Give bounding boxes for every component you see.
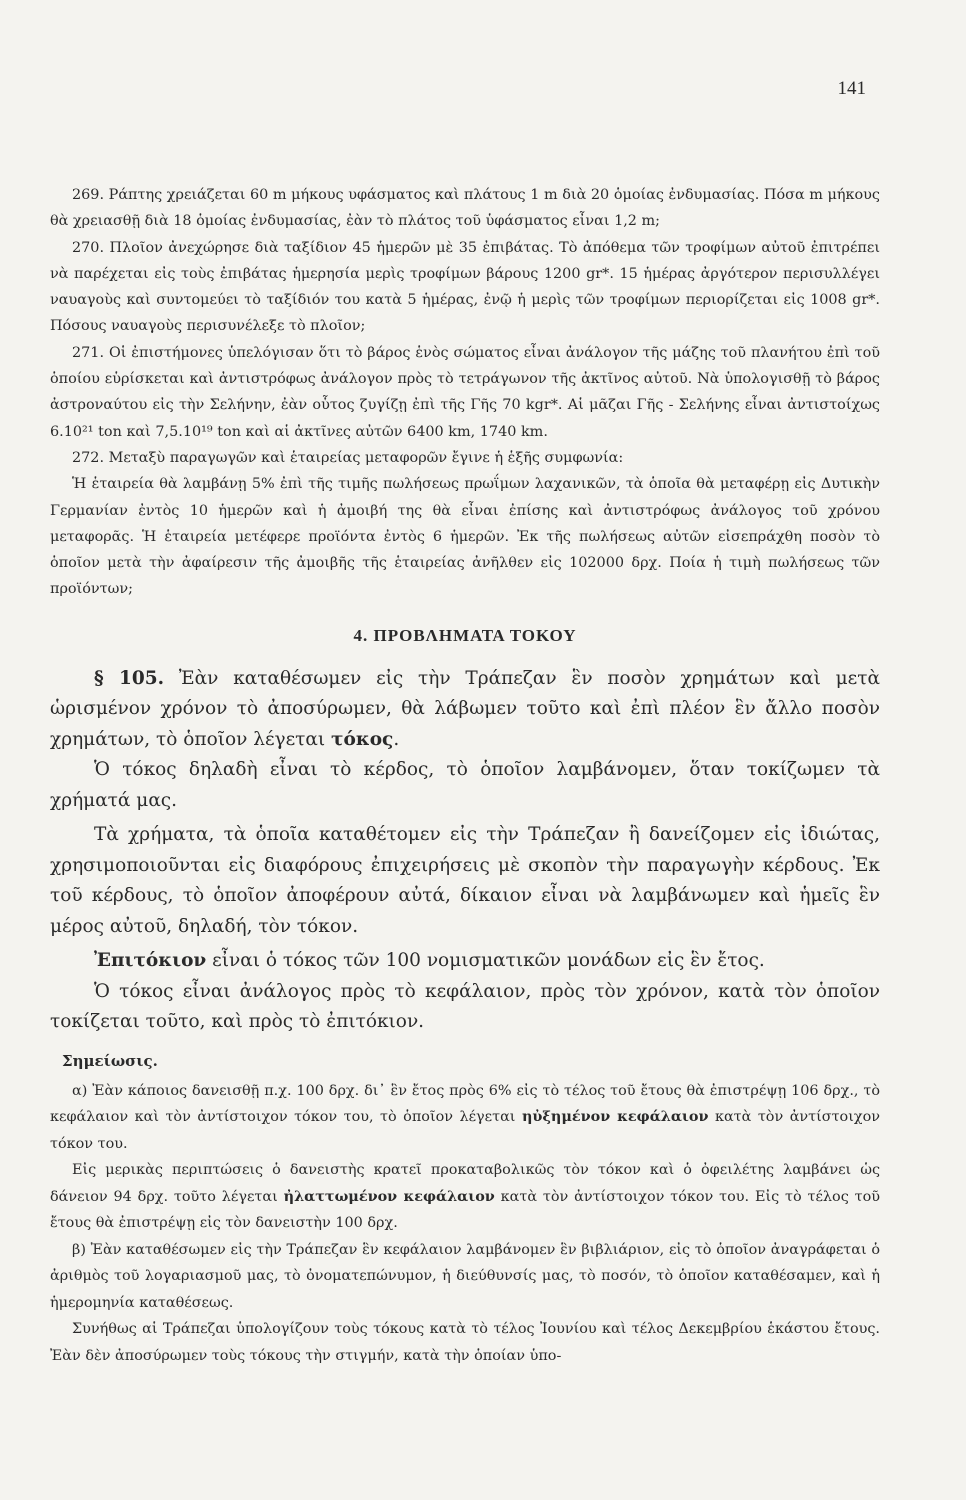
paragraph-definition: Ὁ τόκος δηλαδὴ εἶναι τὸ κέρδος, τὸ ὁποῖον λαμβάνομεν, ὅταν τοκίζωμεν τὰ χρήματά μας. — [50, 759, 880, 811]
note-b-text: Εἰς μερικὰς περιπτώσεις ὁ δανειστὴς κρατεῖ προκαταβολικῶς τὸν τόκον καὶ ὁ ὀφειλέτης λαμβάνει ὡς δάνειον 94 δρχ. τοῦτο λέγεται — [50, 1162, 880, 1205]
section-body — [50, 664, 880, 1038]
note-a — [50, 1078, 880, 1158]
term-increased-capital: ηὐξημένον κεφάλαιον — [521, 1108, 709, 1126]
problem-272-body: Ἡ ἑταιρεία θὰ λαμβάνῃ 5% ἐπὶ τῆς τιμῆς πωλήσεως πρωΐμων λαχανικῶν, τὰ ὁποῖα θὰ μεταφέρῃ εἰς Δυτικὴν Γερμανίαν ἐντὸς 10 ἡμερῶν καὶ ἡ ἀμοιβή της θὰ εἶναι ἐπίσης καὶ ἀντιστρόφως ἀνάλογος τοῦ χρόνου μεταφορᾶς. Ἡ ἑταιρεία μετέφερε προϊόντα ἐντὸς 6 ἡμερῶν. Ἐκ τῆς πωλήσεως αὐτῶν εἰσεπράχθη ποσὸν τὸ ὁποῖον μετὰ τὴν ἀφαίρεσιν τῆς ἀμοιβῆς τῆς ἑταιρείας ἀνῆλθεν εἰς 102000 δρχ. Ποία ἡ τιμὴ πωλήσεως τῶν προϊόντων; — [50, 476, 880, 598]
problem-270: 270. Πλοῖον ἀνεχώρησε διὰ ταξίδιον 45 ἡμερῶν μὲ 35 ἐπιβάτας. Τὸ ἀπόθεμα τῶν τροφίμων αὐτοῦ ἐπιτρέπει νὰ παρέχεται εἰς τοὺς ἐπιβάτας ἡμερησία μερὶς τροφίμων βάρους 1200 gr*. 15 ἡμέρας ἀργότερον περισυλλέγει ναυαγοὺς καὶ συντομεύει τὸ ταξίδιόν του κατὰ 5 ἡμέρας, ἐνῷ ἡ μερὶς τῶν τροφίμων περιορίζεται εἰς 1008 gr*. Πόσους ναυαγοὺς περισυνέλεξε τὸ πλοῖον; — [50, 239, 880, 335]
problem-272: 272. Μεταξὺ παραγωγῶν καὶ ἑταιρείας μεταφορῶν ἔγινε ἡ ἑξῆς συμφωνία: — [72, 449, 624, 466]
note-b: β) Ἐὰν καταθέσωμεν εἰς τὴν Τράπεζαν ἓν κεφάλαιον λαμβάνομεν ἓν βιβλιάριον, εἰς τὸ ὁποῖον ἀναγράφεται ὁ ἀριθμὸς τοῦ λογαριασμοῦ μας, τὸ ὀνοματεπώνυμον, ἡ διεύθυνσίς μας, τὸ ποσόν, τὸ ὁποῖον καταθέσαμεν, καὶ ἡ ἡμερομηνία καταθέσεως. — [50, 1241, 880, 1311]
note-b-continued: Συνήθως αἱ Τράπεζαι ὑπολογίζουν τοὺς τόκους κατὰ τὸ τέλος Ἰουνίου καὶ τέλος Δεκεμβρίου ἑκάστου ἔτους. Ἐὰν δὲν ἀποσύρωμεν τοὺς τόκους τὴν στιγμήν, κατὰ τὴν ὁποίαν ὑπο- — [50, 1321, 880, 1364]
term-epitokion: Ἐπιτόκιον — [94, 950, 207, 972]
problem-271: 271. Οἱ ἐπιστήμονες ὑπελόγισαν ὅτι τὸ βάρος ἑνὸς σώματος εἶναι ἀνάλογον τῆς μάζης τοῦ πλανήτου ἐπὶ τοῦ ὁποίου εὑρίσκεται καὶ ἀντιστρόφως ἀνάλογον πρὸς τὸ τετράγωνον τῆς ἀκτῖνος αὐτοῦ. Νὰ ὑπολογισθῇ τὸ βάρος ἀστροναύτου εἰς τὴν Σελήνην, ἐὰν οὗτος ζυγίζῃ ἐπὶ τῆς Γῆς 70 kgr*. Αἱ μᾶζαι Γῆς - Σελήνης εἶναι ἀντιστοίχως 6.10²¹ ton καὶ 7,5.10¹⁹ ton καὶ αἱ ἀκτῖνες αὐτῶν 6400 km, 1740 km. — [50, 344, 880, 440]
problem-269: 269. Ράπτης χρειάζεται 60 m μήκους υφάσματος καὶ πλάτους 1 m διὰ 20 ὁμοίας ἐνδυμασίας. Πόσα m μήκους θὰ χρειασθῇ διὰ 18 ὁμοίας ἐνδυμασίας, ἐὰν τὸ πλάτος τοῦ ὑφάσματος εἶναι 1,2 m; — [50, 187, 880, 230]
term-tokos: τόκος — [331, 728, 394, 750]
paragraph-105-end: . — [393, 728, 400, 750]
section-heading: 4. ΠΡΟΒΛΗΜΑΤΑ ΤΟΚΟΥ — [353, 625, 577, 645]
notes-block — [50, 1078, 880, 1370]
notes-title: Σημείωσις. — [62, 1051, 158, 1070]
paragraph-proportional: Ὁ τόκος εἶναι ἀνάλογος πρὸς τὸ κεφάλαιον, πρὸς τὸν χρόνον, κατὰ τὸν ὁποῖον τοκίζεται τοῦτο, καὶ πρὸς τὸ ἐπιτόκιον. — [50, 980, 880, 1033]
problems-block — [50, 182, 880, 603]
section-number: § 105. — [94, 667, 165, 689]
term-decreased-capital: ἠλαττωμένον κεφάλαιον — [283, 1187, 495, 1205]
paragraph-105 — [50, 664, 880, 756]
page-number: 141 — [837, 78, 866, 99]
note-a-text: α) Ἐὰν κάποιος δανεισθῇ π.χ. 100 δρχ. δι᾽ ἓν ἔτος πρὸς 6% εἰς τὸ τέλος τοῦ ἔτους θὰ ἐπιστρέψῃ 106 δρχ., τὸ κεφάλαιον καὶ τὸν ἀντίστοιχον τόκον του, τὸ ὁποῖον λέγεται — [50, 1082, 880, 1126]
note-b-end: κατὰ τὸν ἀντίστοιχον τόκον του. Εἰς τὸ τέλος τοῦ ἔτους θὰ ἐπιστρέψῃ εἰς τὸν δανειστὴν 100 δρχ. — [50, 1188, 880, 1232]
paragraph-epitokion — [50, 946, 880, 977]
paragraph-epitokion-text: εἶναι ὁ τόκος τῶν 100 νομισματικῶν μονάδων εἰς ἓν ἔτος. — [206, 950, 765, 972]
note-a-end: κατὰ τὸν ἀντίστοιχον τόκον του. — [50, 1109, 880, 1152]
page-content — [50, 70, 880, 1369]
paragraph-usage: Τὰ χρήματα, τὰ ὁποῖα καταθέτομεν εἰς τὴν Τράπεζαν ἢ δανείζομεν εἰς ἰδιώτας, χρησιμοποιοῦνται εἰς διαφόρους ἐπιχειρήσεις μὲ σκοπὸν τὴν παραγωγὴν κέρδους. Ἐκ τοῦ κέρδους, τὸ ὁποῖον ἀποφέρουν αὐτά, δίκαιον εἶναι νὰ λαμβάνωμεν καὶ ἡμεῖς ἓν μέρος αὐτοῦ, δηλαδή, τὸν τόκον. — [50, 824, 880, 937]
note-a-continued — [50, 1157, 880, 1237]
paragraph-105-text: Ἐὰν καταθέσωμεν εἰς τὴν Τράπεζαν ἓν ποσὸν χρημάτων καὶ μετὰ ὡρισμένον χρόνον τὸ ἀποσύρωμεν, θὰ λάβωμεν τοῦτο καὶ ἐπὶ πλέον ἓν ἄλλο ποσὸν χρημάτων, τὸ ὁποῖον λέγεται — [50, 667, 880, 750]
